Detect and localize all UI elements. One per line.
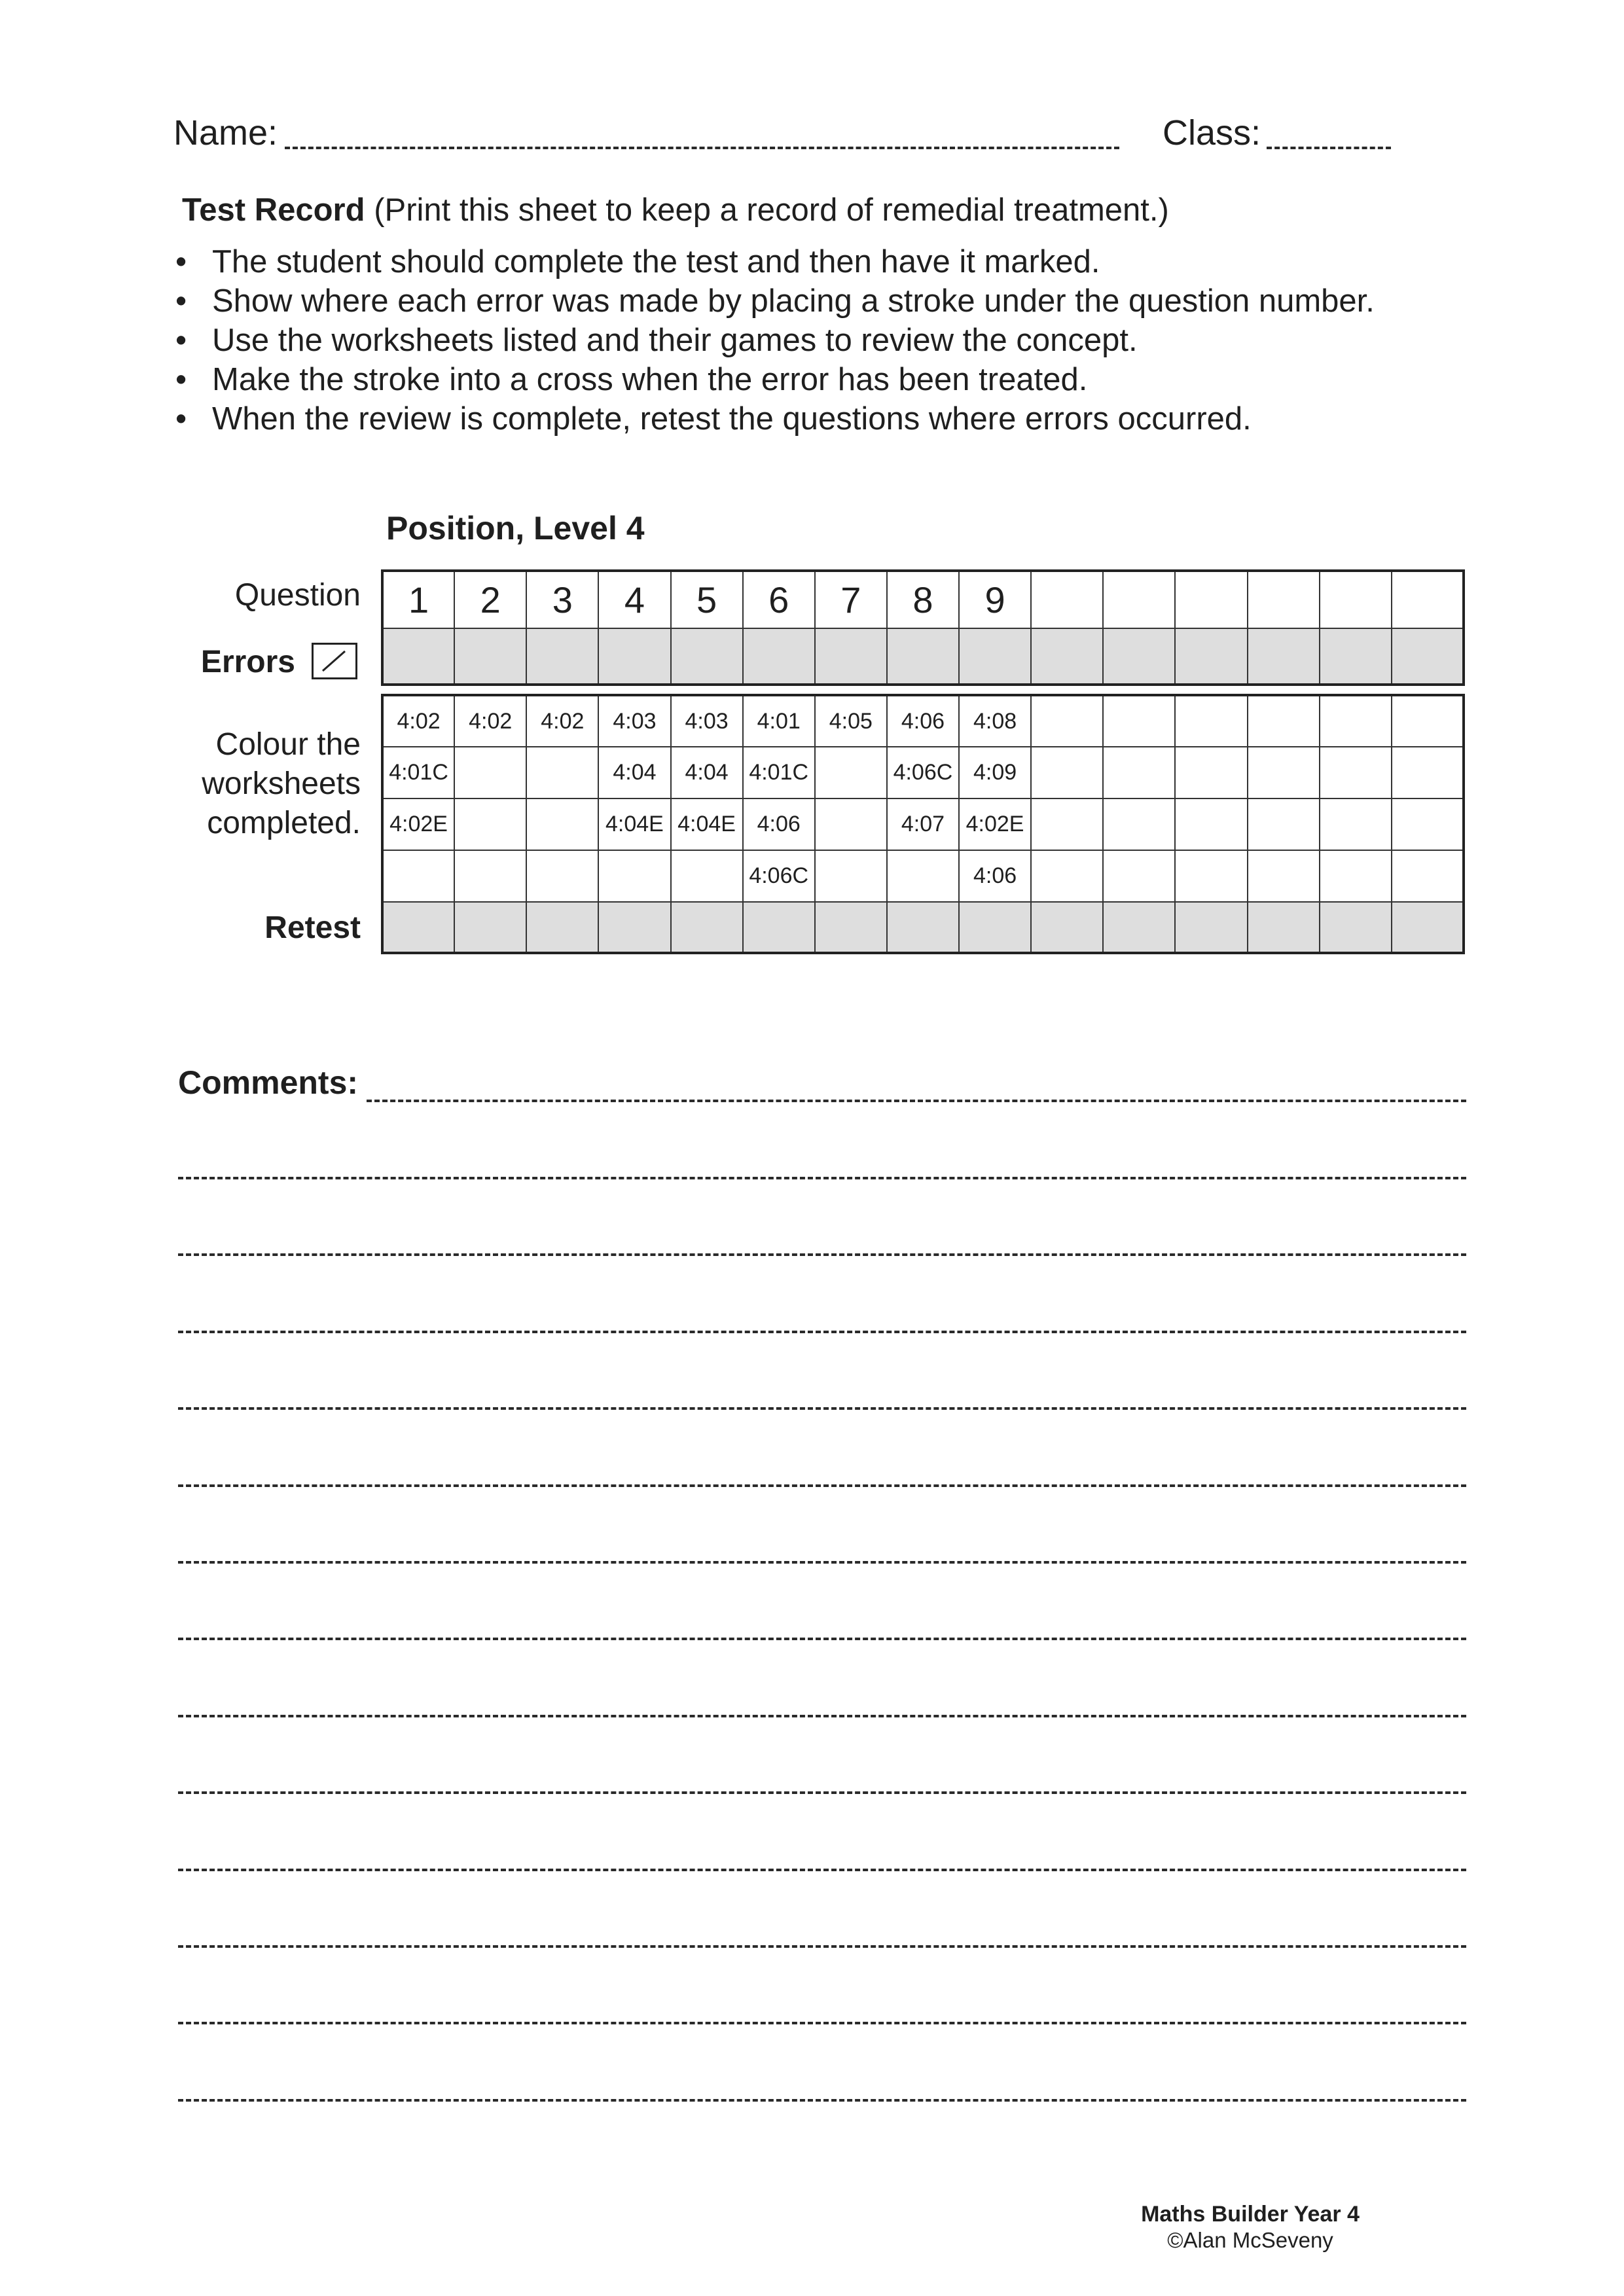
question-number-cell: 3 bbox=[526, 571, 598, 628]
question-table bbox=[381, 569, 1465, 686]
worksheet-cell[interactable] bbox=[1392, 695, 1464, 747]
retest-cell[interactable] bbox=[1103, 902, 1175, 953]
worksheets-label-line-2: worksheets bbox=[202, 766, 361, 801]
worksheet-cell[interactable] bbox=[1392, 798, 1464, 850]
class-label: Class: bbox=[1163, 113, 1261, 152]
worksheet-cell[interactable] bbox=[1175, 747, 1247, 798]
intro-line bbox=[182, 192, 1169, 228]
worksheet-cell[interactable]: 4:01C bbox=[382, 747, 454, 798]
worksheet-cell[interactable]: 4:06 bbox=[887, 695, 959, 747]
instruction-item: • The student should complete the test and then have it marked. bbox=[171, 242, 1375, 281]
worksheet-cell[interactable] bbox=[1320, 695, 1392, 747]
retest-cell[interactable] bbox=[1392, 902, 1464, 953]
worksheet-cell[interactable]: 4:07 bbox=[887, 798, 959, 850]
worksheets-label-line-1: Colour the bbox=[215, 727, 361, 762]
footer-title: Maths Builder Year 4 bbox=[1141, 2202, 1360, 2227]
worksheet-cell[interactable]: 4:09 bbox=[959, 747, 1031, 798]
worksheet-cell[interactable] bbox=[1103, 850, 1175, 902]
question-number-cell: 1 bbox=[382, 571, 454, 628]
worksheet-cell[interactable] bbox=[1320, 747, 1392, 798]
error-cell[interactable] bbox=[454, 628, 526, 685]
retest-cell[interactable] bbox=[815, 902, 887, 953]
worksheet-cell[interactable]: 4:06 bbox=[743, 798, 815, 850]
worksheet-cell[interactable] bbox=[1103, 747, 1175, 798]
worksheet-cell[interactable]: 4:02 bbox=[454, 695, 526, 747]
comment-line[interactable] bbox=[178, 1177, 1466, 1179]
worksheet-cell[interactable]: 4:01C bbox=[743, 747, 815, 798]
worksheets-table bbox=[381, 694, 1465, 954]
retest-row-label: Retest bbox=[264, 910, 361, 945]
worksheet-cell[interactable] bbox=[1175, 798, 1247, 850]
worksheet-cell[interactable] bbox=[454, 747, 526, 798]
worksheet-cell[interactable] bbox=[815, 798, 887, 850]
instruction-item: • When the review is complete, retest the questions where errors occurred. bbox=[171, 399, 1375, 439]
worksheet-cell[interactable] bbox=[526, 798, 598, 850]
worksheet-cell[interactable] bbox=[526, 850, 598, 902]
errors-row-label: Errors bbox=[200, 645, 295, 679]
intro-note: (Print this sheet to keep a record of remedial treatment.) bbox=[374, 192, 1169, 228]
retest-cell[interactable] bbox=[454, 902, 526, 953]
worksheet-cell[interactable]: 4:06 bbox=[959, 850, 1031, 902]
worksheet-cell[interactable]: 4:04E bbox=[598, 798, 670, 850]
worksheet-cell[interactable] bbox=[1103, 695, 1175, 747]
question-number-cell: 9 bbox=[959, 571, 1031, 628]
error-cell[interactable] bbox=[743, 628, 815, 685]
error-cell[interactable] bbox=[815, 628, 887, 685]
worksheet-cell[interactable] bbox=[1031, 695, 1103, 747]
question-number-cell bbox=[1103, 571, 1175, 628]
worksheet-cell[interactable]: 4:02E bbox=[959, 798, 1031, 850]
test-record-title: Test Record bbox=[182, 192, 365, 228]
retest-cell[interactable] bbox=[1320, 902, 1392, 953]
error-cell[interactable] bbox=[1320, 628, 1392, 685]
worksheet-cell[interactable] bbox=[1248, 747, 1320, 798]
retest-cell[interactable] bbox=[671, 902, 743, 953]
comment-line[interactable] bbox=[367, 1100, 1466, 1102]
comment-line[interactable] bbox=[178, 1791, 1466, 1794]
error-cell[interactable] bbox=[1175, 628, 1247, 685]
retest-cell[interactable] bbox=[959, 902, 1031, 953]
grid-title: Position, Level 4 bbox=[386, 510, 645, 547]
worksheet-cell[interactable] bbox=[1248, 798, 1320, 850]
comment-line[interactable] bbox=[178, 1484, 1466, 1487]
worksheet-cell[interactable] bbox=[454, 798, 526, 850]
name-field[interactable] bbox=[285, 147, 1119, 149]
worksheet-cell[interactable]: 4:04 bbox=[671, 747, 743, 798]
comments-label: Comments: bbox=[178, 1064, 359, 1101]
question-row-label: Question bbox=[234, 578, 361, 613]
worksheet-cell[interactable] bbox=[1320, 850, 1392, 902]
worksheet-cell[interactable] bbox=[526, 747, 598, 798]
error-cell[interactable] bbox=[1031, 628, 1103, 685]
question-number-cell bbox=[1248, 571, 1320, 628]
worksheet-cell[interactable] bbox=[1031, 850, 1103, 902]
worksheet-cell[interactable]: 4:06C bbox=[743, 850, 815, 902]
comment-line[interactable] bbox=[178, 1407, 1466, 1410]
worksheet-cell[interactable]: 4:02 bbox=[526, 695, 598, 747]
worksheet-cell[interactable] bbox=[815, 850, 887, 902]
class-field[interactable] bbox=[1267, 147, 1391, 149]
name-label: Name: bbox=[173, 113, 278, 152]
question-number-cell bbox=[1175, 571, 1247, 628]
worksheet-row bbox=[382, 850, 1464, 902]
comment-line[interactable] bbox=[178, 1869, 1466, 1871]
question-number-cell: 2 bbox=[454, 571, 526, 628]
worksheet-cell[interactable]: 4:04 bbox=[598, 747, 670, 798]
worksheet-cell[interactable]: 4:02E bbox=[382, 798, 454, 850]
worksheet-cell[interactable] bbox=[671, 850, 743, 902]
worksheet-cell[interactable] bbox=[1175, 695, 1247, 747]
worksheet-cell[interactable] bbox=[454, 850, 526, 902]
retest-cell[interactable] bbox=[1031, 902, 1103, 953]
worksheet-cell[interactable]: 4:02 bbox=[382, 695, 454, 747]
retest-cell[interactable] bbox=[382, 902, 454, 953]
worksheet-cell[interactable] bbox=[1248, 695, 1320, 747]
worksheet-cell[interactable] bbox=[1103, 798, 1175, 850]
error-cell[interactable] bbox=[1248, 628, 1320, 685]
retest-cell[interactable] bbox=[1248, 902, 1320, 953]
question-number-cell: 8 bbox=[887, 571, 959, 628]
question-number-cell: 5 bbox=[671, 571, 743, 628]
comment-line[interactable] bbox=[178, 1253, 1466, 1256]
error-cell[interactable] bbox=[959, 628, 1031, 685]
worksheet-cell[interactable] bbox=[598, 850, 670, 902]
worksheet-row bbox=[382, 798, 1464, 850]
question-number-cell bbox=[1031, 571, 1103, 628]
worksheet-cell[interactable]: 4:01 bbox=[743, 695, 815, 747]
instruction-item: • Use the worksheets listed and their games to review the concept. bbox=[171, 321, 1375, 360]
question-number-cell: 6 bbox=[743, 571, 815, 628]
question-number-cell: 7 bbox=[815, 571, 887, 628]
comment-line[interactable] bbox=[178, 2099, 1466, 2102]
worksheet-cell[interactable]: 4:06C bbox=[887, 747, 959, 798]
worksheet-cell[interactable] bbox=[815, 747, 887, 798]
worksheet-row bbox=[382, 695, 1464, 747]
worksheet-cell[interactable] bbox=[1175, 850, 1247, 902]
retest-cell[interactable] bbox=[1175, 902, 1247, 953]
retest-cell[interactable] bbox=[743, 902, 815, 953]
question-number-cell bbox=[1392, 571, 1464, 628]
worksheet-cell[interactable] bbox=[1031, 747, 1103, 798]
instructions-list bbox=[171, 242, 1375, 439]
worksheet-cell[interactable]: 4:08 bbox=[959, 695, 1031, 747]
retest-cell[interactable] bbox=[887, 902, 959, 953]
error-cell[interactable] bbox=[887, 628, 959, 685]
worksheet-cell[interactable]: 4:03 bbox=[598, 695, 670, 747]
error-cell[interactable] bbox=[526, 628, 598, 685]
worksheet-cell[interactable]: 4:05 bbox=[815, 695, 887, 747]
worksheet-cell[interactable] bbox=[1248, 850, 1320, 902]
comment-line[interactable] bbox=[178, 1945, 1466, 1948]
comment-line[interactable] bbox=[178, 1715, 1466, 1717]
worksheet-cell[interactable] bbox=[1392, 747, 1464, 798]
question-number-cell: 4 bbox=[598, 571, 670, 628]
instruction-item: • Make the stroke into a cross when the error has been treated. bbox=[171, 360, 1375, 399]
comment-line[interactable] bbox=[178, 2022, 1466, 2024]
worksheet-cell[interactable] bbox=[1031, 798, 1103, 850]
stroke-icon bbox=[312, 643, 357, 679]
worksheet-cell[interactable] bbox=[1392, 850, 1464, 902]
worksheets-label-line-3: completed. bbox=[207, 806, 361, 840]
error-cell[interactable] bbox=[598, 628, 670, 685]
retest-cell[interactable] bbox=[598, 902, 670, 953]
worksheet-cell[interactable] bbox=[382, 850, 454, 902]
error-cell[interactable] bbox=[1103, 628, 1175, 685]
footer-copyright: ©Alan McSeveny bbox=[1167, 2228, 1333, 2252]
error-cell[interactable] bbox=[671, 628, 743, 685]
worksheet-cell[interactable] bbox=[1320, 798, 1392, 850]
instruction-item: • Show where each error was made by placing a stroke under the question number. bbox=[171, 281, 1375, 321]
worksheet-row bbox=[382, 747, 1464, 798]
worksheet-cell[interactable]: 4:04E bbox=[671, 798, 743, 850]
error-cell[interactable] bbox=[382, 628, 454, 685]
comment-line[interactable] bbox=[178, 1561, 1466, 1564]
question-number-cell bbox=[1320, 571, 1392, 628]
worksheet-cell[interactable] bbox=[887, 850, 959, 902]
worksheet-cell[interactable]: 4:03 bbox=[671, 695, 743, 747]
error-cell[interactable] bbox=[1392, 628, 1464, 685]
comment-line[interactable] bbox=[178, 1638, 1466, 1640]
retest-cell[interactable] bbox=[526, 902, 598, 953]
comment-line[interactable] bbox=[178, 1331, 1466, 1333]
